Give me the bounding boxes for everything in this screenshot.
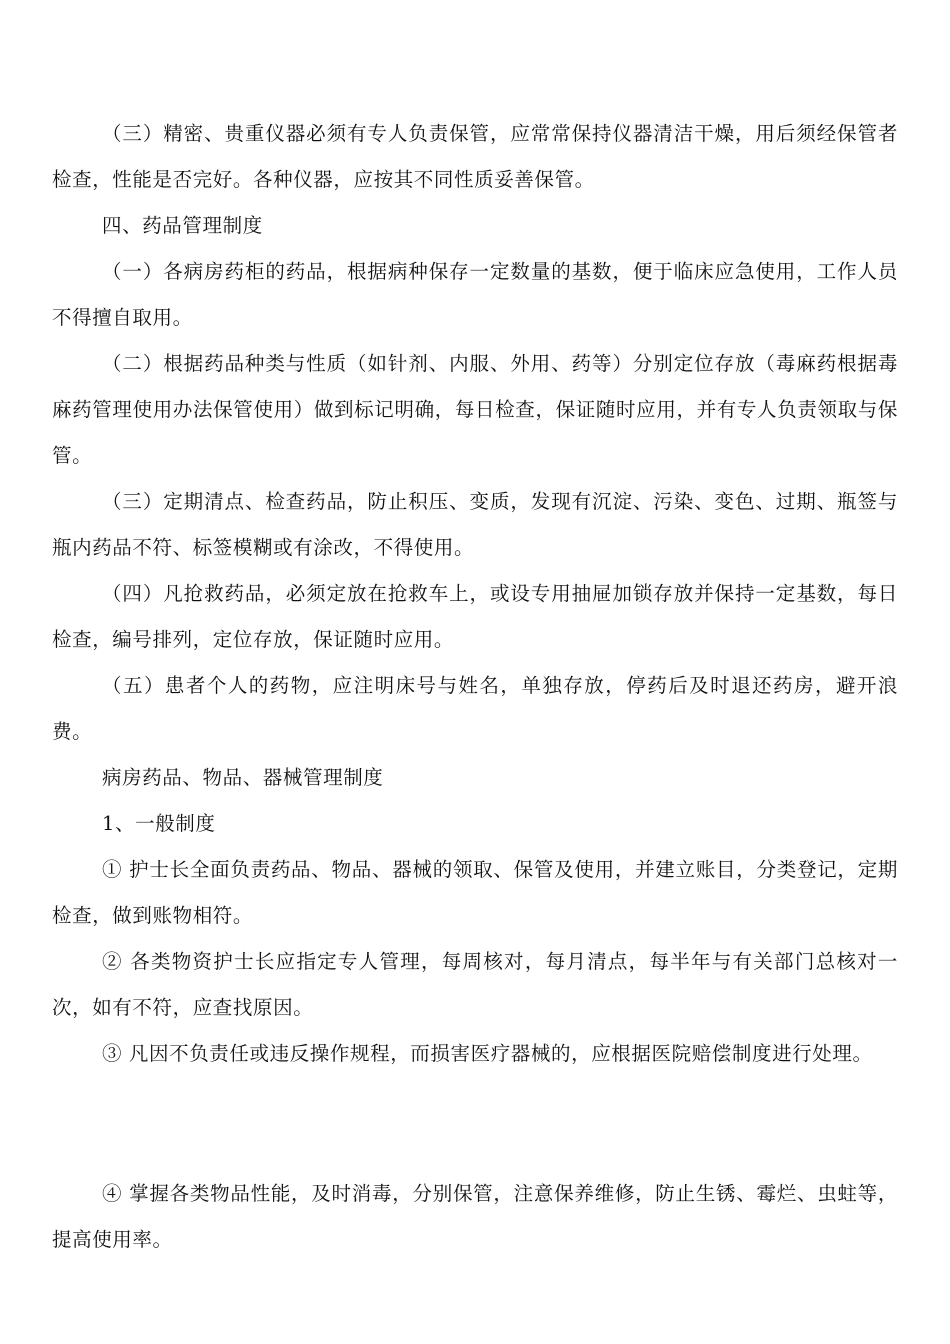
heading-general-rules: 1、一般制度 — [102, 812, 216, 835]
paragraph-precision-instruments: （三）精密、贵重仪器必须有专人负责保管，应常常保持仪器清洁干燥，用后须经保管者检查，性能是否完好。各种仪器，应按其不同性质妥善保管。 — [52, 122, 898, 191]
heading-drug-management: 四、药品管理制度 — [102, 214, 263, 237]
paragraph-drug-classification: （二）根据药品种类与性质（如针剂、内服、外用、药等）分别定位存放（毒麻药根据毒麻药管理使用办法保管使用）做到标记明确，每日检查，保证随时应用，并有专人负责领取与保管。 — [52, 352, 898, 467]
paragraph-material-audit: ② 各类物资护士长应指定专人管理，每周核对，每月清点，每半年与有关部门总核对一次，如有不符，应查找原因。 — [52, 950, 898, 1019]
paragraph-emergency-drugs: （四）凡抢救药品，必须定放在抢救车上，或设专用抽屉加锁存放并保持一定基数，每日检查，编号排列，定位存放，保证随时应用。 — [52, 582, 898, 651]
paragraph-head-nurse-duty: ① 护士长全面负责药品、物品、器械的领取、保管及使用，并建立账目，分类登记，定期检查，做到账物相符。 — [52, 858, 898, 927]
paragraph-damage-compensation: ③ 凡因不负责任或违反操作规程，而损害医疗器械的，应根据医院赔偿制度进行处理。 — [102, 1042, 873, 1065]
paragraph-drug-inspection: （三）定期清点、检查药品，防止积压、变质，发现有沉淀、污染、变色、过期、瓶签与瓶内药品不符、标签模糊或有涂改，不得使用。 — [52, 490, 898, 559]
paragraph-drug-cabinet: （一）各病房药柜的药品，根据病种保存一定数量的基数，便于临床应急使用，工作人员不得擅自取用。 — [52, 260, 898, 329]
paragraph-patient-medication: （五）患者个人的药物，应注明床号与姓名，单独存放，停药后及时退还药房，避开浪费。 — [52, 674, 898, 743]
heading-ward-management: 病房药品、物品、器械管理制度 — [102, 766, 384, 789]
paragraph-maintenance: ④ 掌握各类物品性能，及时消毒，分别保管，注意保养维修，防止生锈、霉烂、虫蛀等，提高使用率。 — [52, 1182, 898, 1251]
